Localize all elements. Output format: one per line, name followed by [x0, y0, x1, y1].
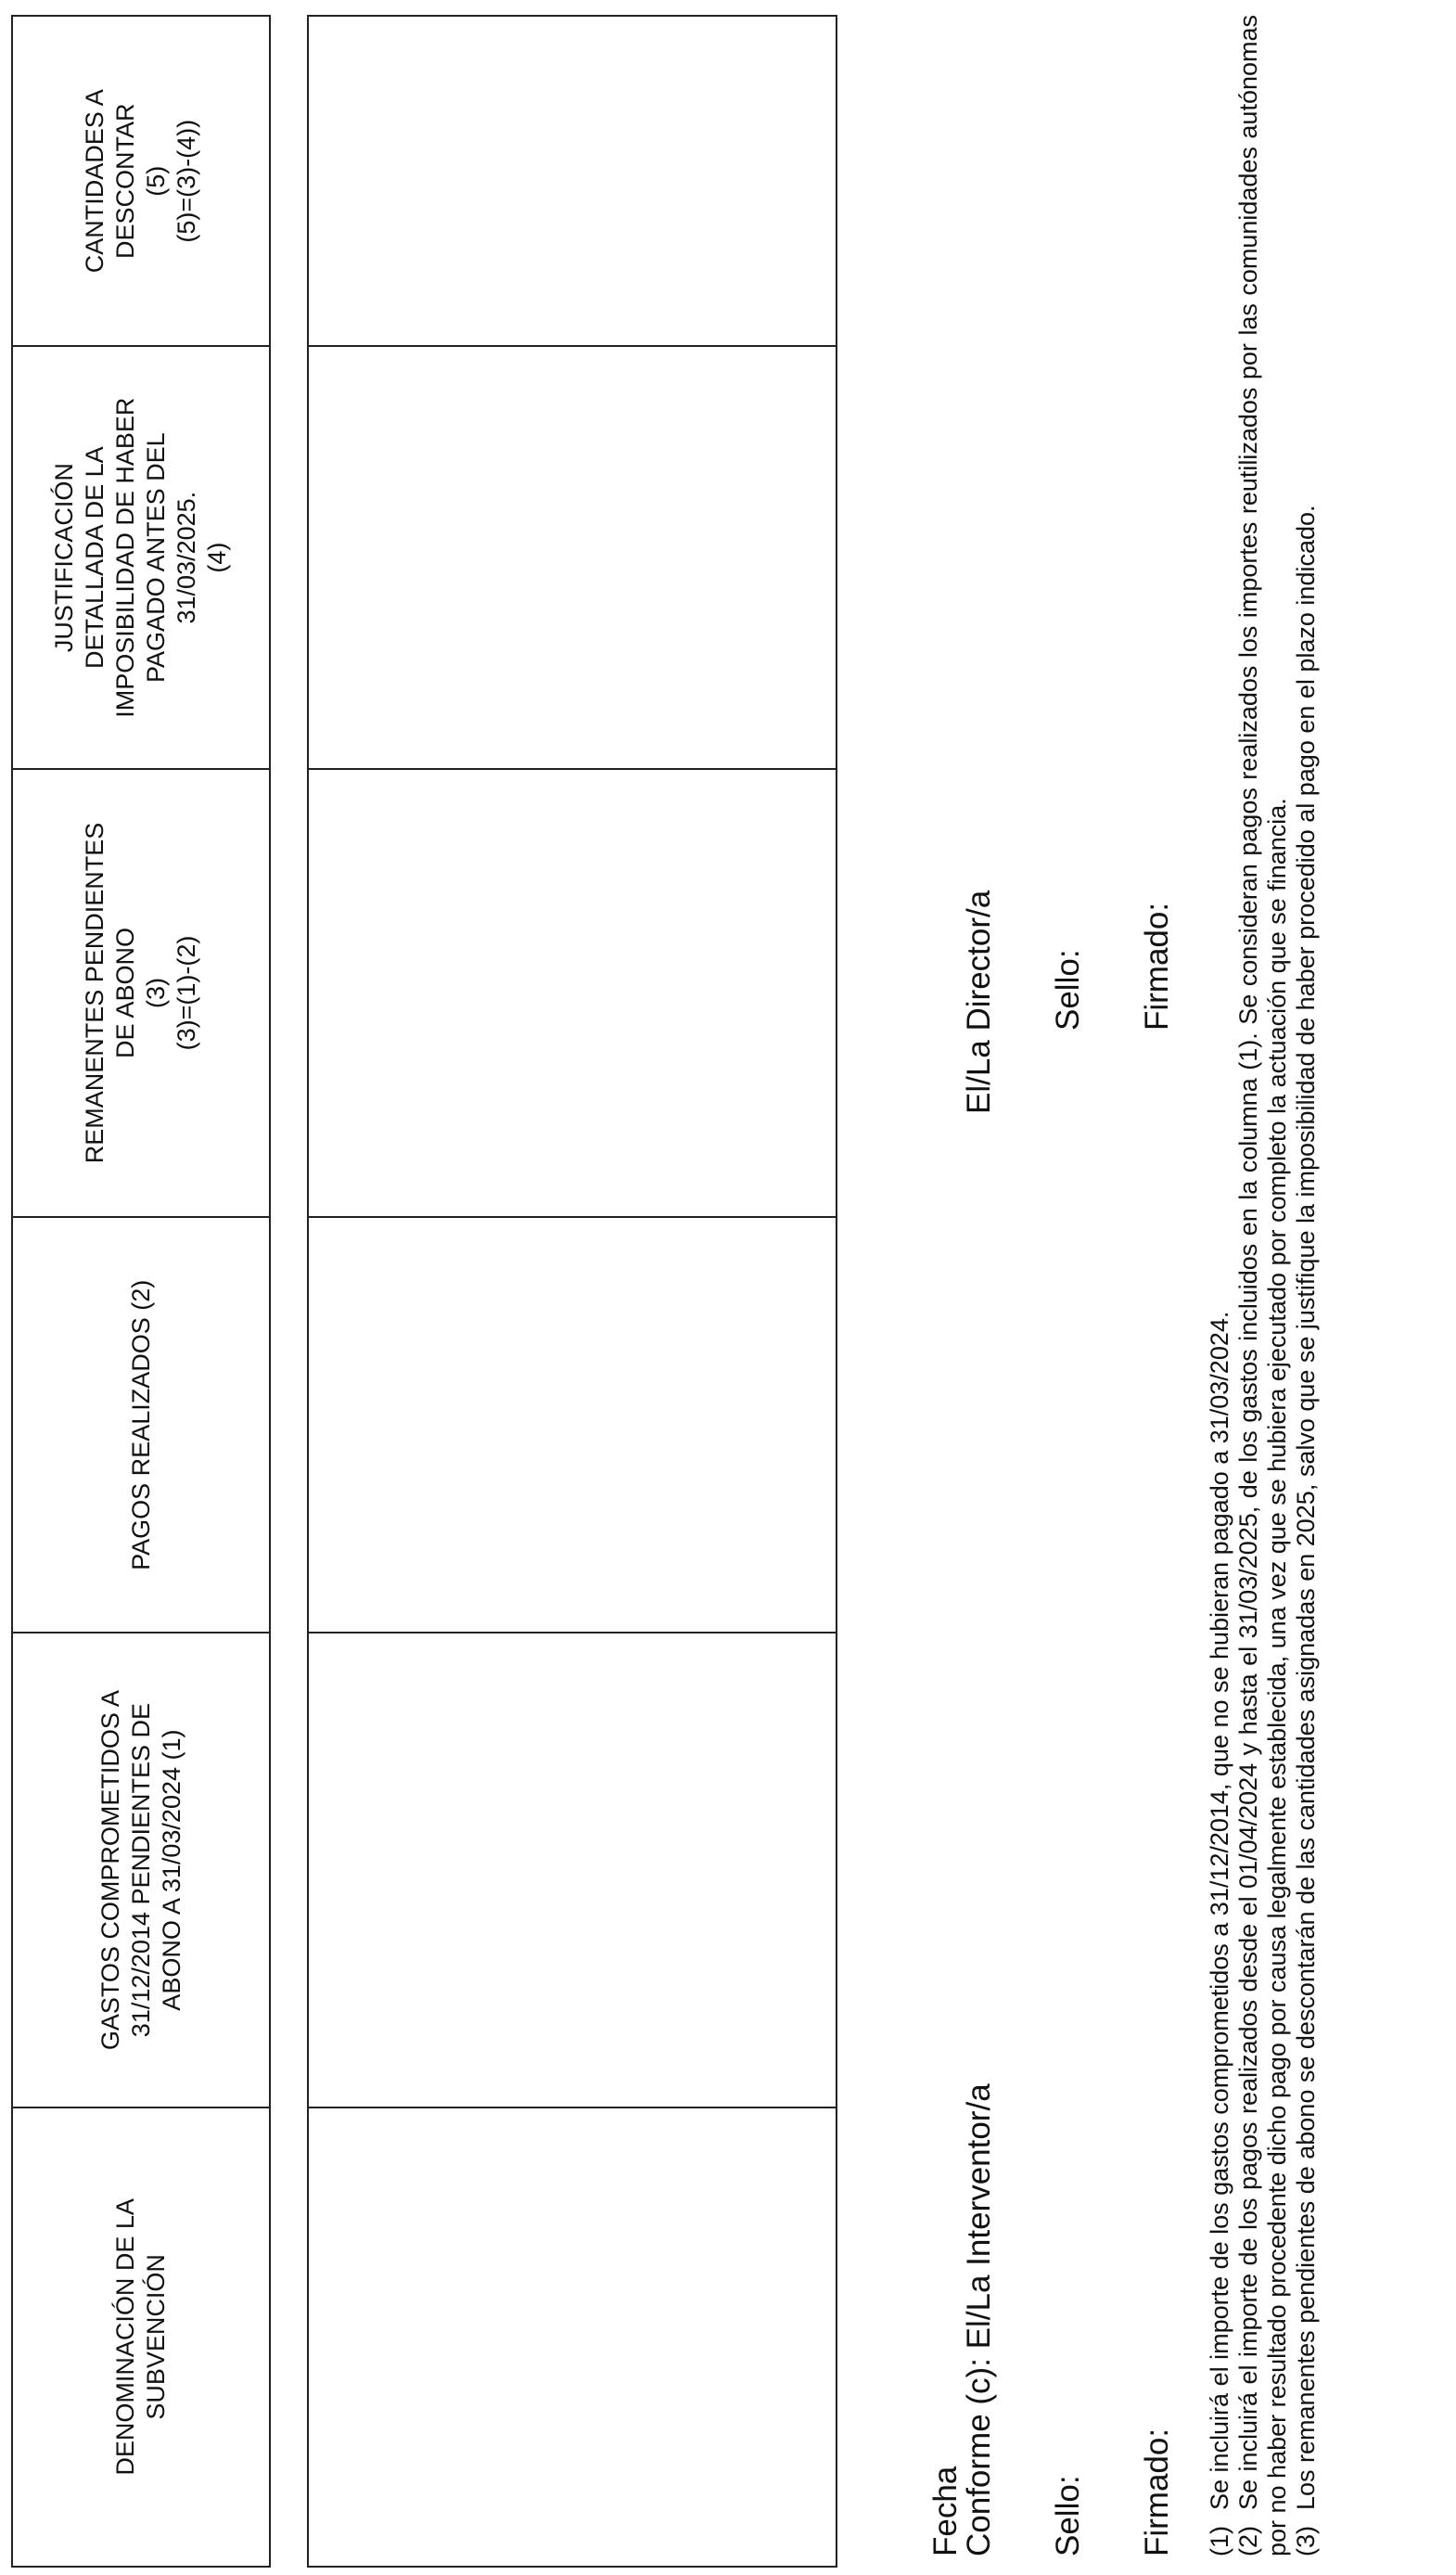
footnotes — [1206, 15, 1321, 2556]
data-cell[interactable] — [309, 2108, 836, 2566]
header-cell-pagos-realizados: PAGOS REALIZADOS (2) — [13, 1218, 269, 1633]
sello-left-label: Sello: — [1050, 2475, 1086, 2556]
header-cell-remanentes: REMANENTES PENDIENTES DE ABONO (3) (3)=(1)-(2) — [13, 770, 269, 1218]
footnote: (2)Se incluirá el importe de los pagos realizados desde el 01/04/2024 y hasta el 31/03/2025, de los gastos incluidos en la columna (1). Se consideran pagos realizados los importes reutilizados por las comunidades autónomas por no haber resultado procedente dicho pago por causa legalmente establecida, una vez que se hubiera ejecutado por completo la actuación que se financia. — [1234, 15, 1291, 2556]
data-cell[interactable] — [309, 770, 836, 1218]
data-cell[interactable] — [309, 1633, 836, 2107]
header-cell-denominacion: DENOMINACIÓN DE LA SUBVENCIÓN — [111, 2198, 170, 2476]
data-cell[interactable] — [309, 17, 836, 348]
fecha-label: Fecha — [927, 2466, 964, 2556]
data-cell[interactable] — [309, 1218, 836, 1633]
header-table — [11, 15, 271, 2568]
footnote: (3)Los remanentes pendientes de abono se descontarán de las cantidades asignadas en 2025, salvo que se justifique la imposibilidad de haber procedido al pago en el plazo indicado. — [1292, 505, 1320, 2556]
firmado-left-label: Firmado: — [1139, 2428, 1175, 2556]
sello-right-label: Sello: — [1050, 949, 1086, 1031]
conforme-interventor-label: Conforme (c): El/La Interventor/a — [961, 2083, 997, 2556]
header-cell-cantidades: CANTIDADES A DESCONTAR (5) (5)=(3)-(4)) — [13, 17, 269, 348]
data-table — [307, 15, 837, 2568]
header-cell-justificacion: JUSTIFICACIÓN DETALLADA DE LA IMPOSIBILIDAD DE HABER PAGADO ANTES DEL 31/03/2025. (4) — [13, 347, 269, 769]
header-cell-gastos-comprometidos: GASTOS COMPROMETIDOS A 31/12/2014 PENDIENTES DE ABONO A 31/03/2024 (1) — [13, 1633, 269, 2107]
footnote: (1)Se incluirá el importe de los gastos comprometidos a 31/12/2014, que no se hubieran pagado a 31/03/2024. — [1206, 1311, 1233, 2556]
firmado-right-label: Firmado: — [1139, 902, 1175, 1031]
data-cell[interactable] — [309, 347, 836, 769]
director-label: El/La Director/a — [961, 890, 997, 1114]
